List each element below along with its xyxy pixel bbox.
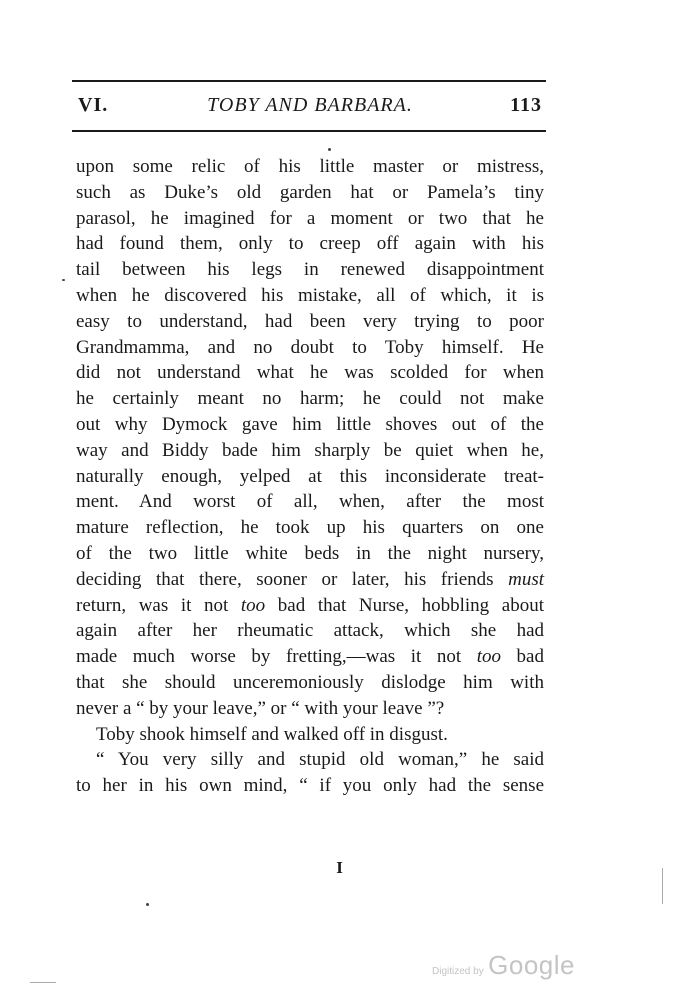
text-line: parasol, he imagined for a moment or two that he <box>76 207 544 229</box>
text-line: that she should unceremoniously dislodge him with <box>76 671 544 693</box>
text-line: never a “ by your leave,” or “ with your leave ”? <box>76 697 445 719</box>
ink-speck <box>146 903 149 906</box>
page-edge-mark <box>30 982 56 983</box>
google-logo: Google <box>488 950 575 980</box>
text-line: of the two little white beds in the night nursery, <box>76 542 544 564</box>
italic-word: must <box>508 568 545 590</box>
text-line-20 <box>76 644 544 670</box>
watermark-prefix: Digitized by <box>432 966 484 977</box>
text-line-20-start: made much worse by fretting,—was it not <box>76 646 462 668</box>
text-line-17 <box>76 567 544 593</box>
running-title: TOBY AND BARBARA. <box>207 94 413 116</box>
text-line: easy to understand, had been very trying to poor <box>76 310 544 332</box>
text-line: way and Biddy bade him sharply be quiet when he, <box>76 439 544 461</box>
text-line: “ You very silly and stupid old woman,” he said <box>96 749 544 771</box>
text-line: to her in his own mind, “ if you only had the sense <box>76 775 544 797</box>
text-line-18-start: return, was it not <box>76 594 229 616</box>
page-edge-mark <box>662 868 663 904</box>
text-line-18 <box>76 593 544 619</box>
header-bottom-rule <box>72 130 546 132</box>
text-line: naturally enough, yelped at this inconsiderate treat- <box>76 465 544 487</box>
text-line: Grandmamma, and no doubt to Toby himself. He <box>76 336 544 358</box>
text-line: when he discovered his mistake, all of which, it is <box>76 284 544 306</box>
text-line-17-start: deciding that there, sooner or later, his friends <box>76 568 494 590</box>
text-line: mature reflection, he took up his quarters on one <box>76 517 544 539</box>
chapter-number: VI. <box>78 94 109 116</box>
page-number: 113 <box>510 94 542 116</box>
text-line-20-end: bad <box>501 646 544 668</box>
ink-speck <box>328 148 331 151</box>
running-header <box>78 94 542 120</box>
italic-word: too <box>240 594 266 616</box>
italic-word: too <box>476 646 501 668</box>
text-line: did not understand what he was scolded for when <box>76 362 544 384</box>
text-line: again after her rheumatic attack, which she had <box>76 620 544 642</box>
text-line: Toby shook himself and walked off in disgust. <box>96 723 448 745</box>
ink-speck <box>62 279 65 281</box>
text-line: had found them, only to creep off again with his <box>76 233 544 255</box>
text-line: tail between his legs in renewed disappointment <box>76 259 544 281</box>
text-line: he certainly meant no harm; he could not make <box>76 388 544 410</box>
header-top-rule <box>72 80 546 82</box>
text-line: out why Dymock gave him little shoves out of the <box>76 413 544 435</box>
signature-mark: I <box>336 858 343 877</box>
digitized-watermark <box>432 950 575 981</box>
text-line: upon some relic of his little master or mistress, <box>76 156 544 177</box>
body-text <box>76 154 544 799</box>
text-line: ment. And worst of all, when, after the most <box>76 491 544 513</box>
text-line: such as Duke’s old garden hat or Pamela’s tiny <box>76 181 544 203</box>
text-line-18-end: bad that Nurse, hobbling about <box>265 594 544 616</box>
